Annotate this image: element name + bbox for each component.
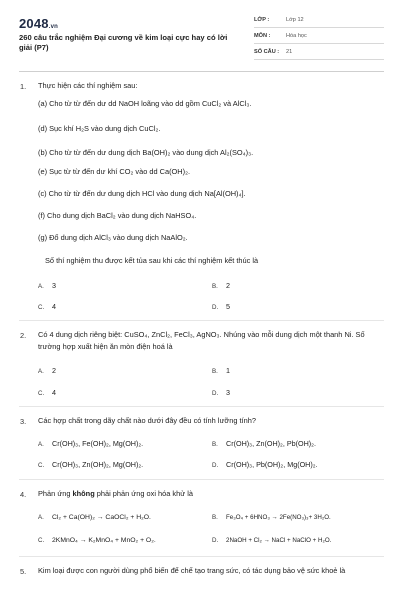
experiment-item: (e) Sục từ từ đến dư khí CO₂ vào dd Ca(OH)₂. [38,167,191,176]
question-divider [19,479,384,480]
option-text: 4 [52,302,56,311]
option-c[interactable] [38,460,143,469]
header-divider [19,71,384,72]
option-b[interactable] [212,514,331,521]
experiment-item: (b) Cho từ từ đến dư dung dịch Ba(OH)₂ vào dung dịch Al₂(SO₄)₃. [38,148,254,157]
option-a[interactable] [38,514,151,521]
question-prompt: Số thí nghiệm thu được kết tủa sau khi các thí nghiệm kết thúc là [45,256,259,265]
meta-key: MÔN : [254,33,271,39]
experiment-item: (d) Sục khí H₂S vào dung dịch CuCl₂. [38,124,161,133]
option-c[interactable] [38,537,156,544]
document-title: 260 câu trắc nghiệm Đại cương về kim loại cực hay có lời giải (P7) [19,33,228,52]
option-a[interactable] [38,439,143,448]
logo-text: 2048 [19,16,49,31]
option-text: Cr(OH)₃, Zn(OH)₂, Mg(OH)₂. [52,460,144,469]
option-letter: C. [38,390,45,397]
option-letter: D. [212,537,219,544]
option-text: Cl₂ + Ca(OH)₂ → CaOCl₂ + H₂O. [52,514,151,521]
option-letter: B. [212,514,218,521]
option-text: 5 [226,302,230,311]
question-number: 5. [20,567,27,576]
experiment-item: (g) Đổ dung dịch AlCl₃ vào dung dịch NaAlO₂. [38,233,188,242]
question-text: Có 4 dung dịch riêng biệt: CuSO₄, ZnCl₂, FeCl₃, AgNO₃. Nhúng vào mỗi dung dịch một thanh Ni. Số trường hợp xuất hiện ăn mòn điện hoá là [38,330,365,351]
question-emphasis: không [72,489,95,498]
question-number: 1. [20,82,27,91]
meta-value: Lớp 12 [286,17,304,23]
option-letter: D. [212,304,219,311]
option-text: 3 [226,388,230,397]
option-letter: A. [38,441,44,448]
option-d[interactable] [212,460,318,469]
meta-value: 21 [286,49,293,55]
question-divider [19,556,384,557]
option-letter: A. [38,283,44,290]
option-a[interactable] [38,281,56,290]
question-text: Các hợp chất trong dãy chất nào dưới đây đều có tính lưỡng tính? [38,416,256,425]
option-letter: B. [212,283,218,290]
question-text [38,488,378,500]
option-c[interactable] [38,388,56,397]
option-text: 2 [52,366,56,375]
option-d[interactable] [212,388,230,397]
question-text: Kim loại được con người dùng phổ biến để chế tạo trang sức, có tác dụng bảo vệ sức khoẻ là [38,566,346,575]
option-text: 4 [52,388,56,397]
option-letter: A. [38,368,44,375]
meta-subject-row [254,31,384,44]
question-text-part: Phản ứng [38,489,73,498]
option-d[interactable] [212,302,230,311]
meta-key: LỚP : [254,17,270,23]
question-number: 4. [20,490,27,499]
option-letter: C. [38,462,45,469]
option-text: 3 [52,281,56,290]
option-text: 2KMnO₄ → K₂MnO₄ + MnO₂ + O₂. [52,537,156,544]
question-divider [19,406,384,407]
option-letter: B. [212,368,218,375]
option-letter: A. [38,514,44,521]
option-text: 1 [226,366,230,375]
option-b[interactable] [212,281,230,290]
question-text: Thực hiện các thí nghiệm sau: [38,81,138,90]
experiment-item: (a) Cho từ từ đến dư dd NaOH loãng vào dd gồm CuCl₂ và AlCl₃. [38,99,252,108]
question-number: 3. [20,417,27,426]
option-letter: D. [212,390,219,397]
meta-key: SỐ CÂU : [254,49,280,55]
experiment-item: (f) Cho dung dịch BaCl₂ vào dung dịch NaHSO₄. [38,211,197,220]
option-letter: D. [212,462,219,469]
meta-count-row [254,47,384,60]
header [0,0,400,70]
option-letter: B. [212,441,218,448]
option-text: Cr(OH)₃, Fe(OH)₂, Mg(OH)₂. [52,439,144,448]
option-d[interactable] [212,537,331,544]
option-text: Fe₃O₄ + 6HNO₃ → 2Fe(NO₃)₃+ 3H₂O. [226,514,331,521]
option-a[interactable] [38,366,56,375]
option-letter: C. [38,304,45,311]
option-b[interactable] [212,366,230,375]
option-text: Cr(OH)₃, Zn(OH)₂, Pb(OH)₂. [226,439,316,448]
logo-suffix: .vn [48,24,59,30]
option-c[interactable] [38,302,56,311]
site-logo[interactable] [19,16,58,31]
meta-class-row [254,15,384,28]
question-divider [19,320,384,321]
meta-value: Hóa học [286,33,307,39]
option-text: Cr(OH)₃, Pb(OH)₂, Mg(OH)₂. [226,460,318,469]
experiment-item: (c) Cho từ từ đến dư dung dịch HCl vào dung dịch Na[Al(OH)₄]. [38,189,246,198]
question-number: 2. [20,331,27,340]
option-b[interactable] [212,439,316,448]
question-text-part: phải phản ứng oxi hóa khử là [94,489,193,498]
option-text: 2 [226,281,230,290]
option-letter: C. [38,537,45,544]
option-text: 2NaOH + Cl₂ → NaCl + NaClO + H₂O. [226,537,332,544]
